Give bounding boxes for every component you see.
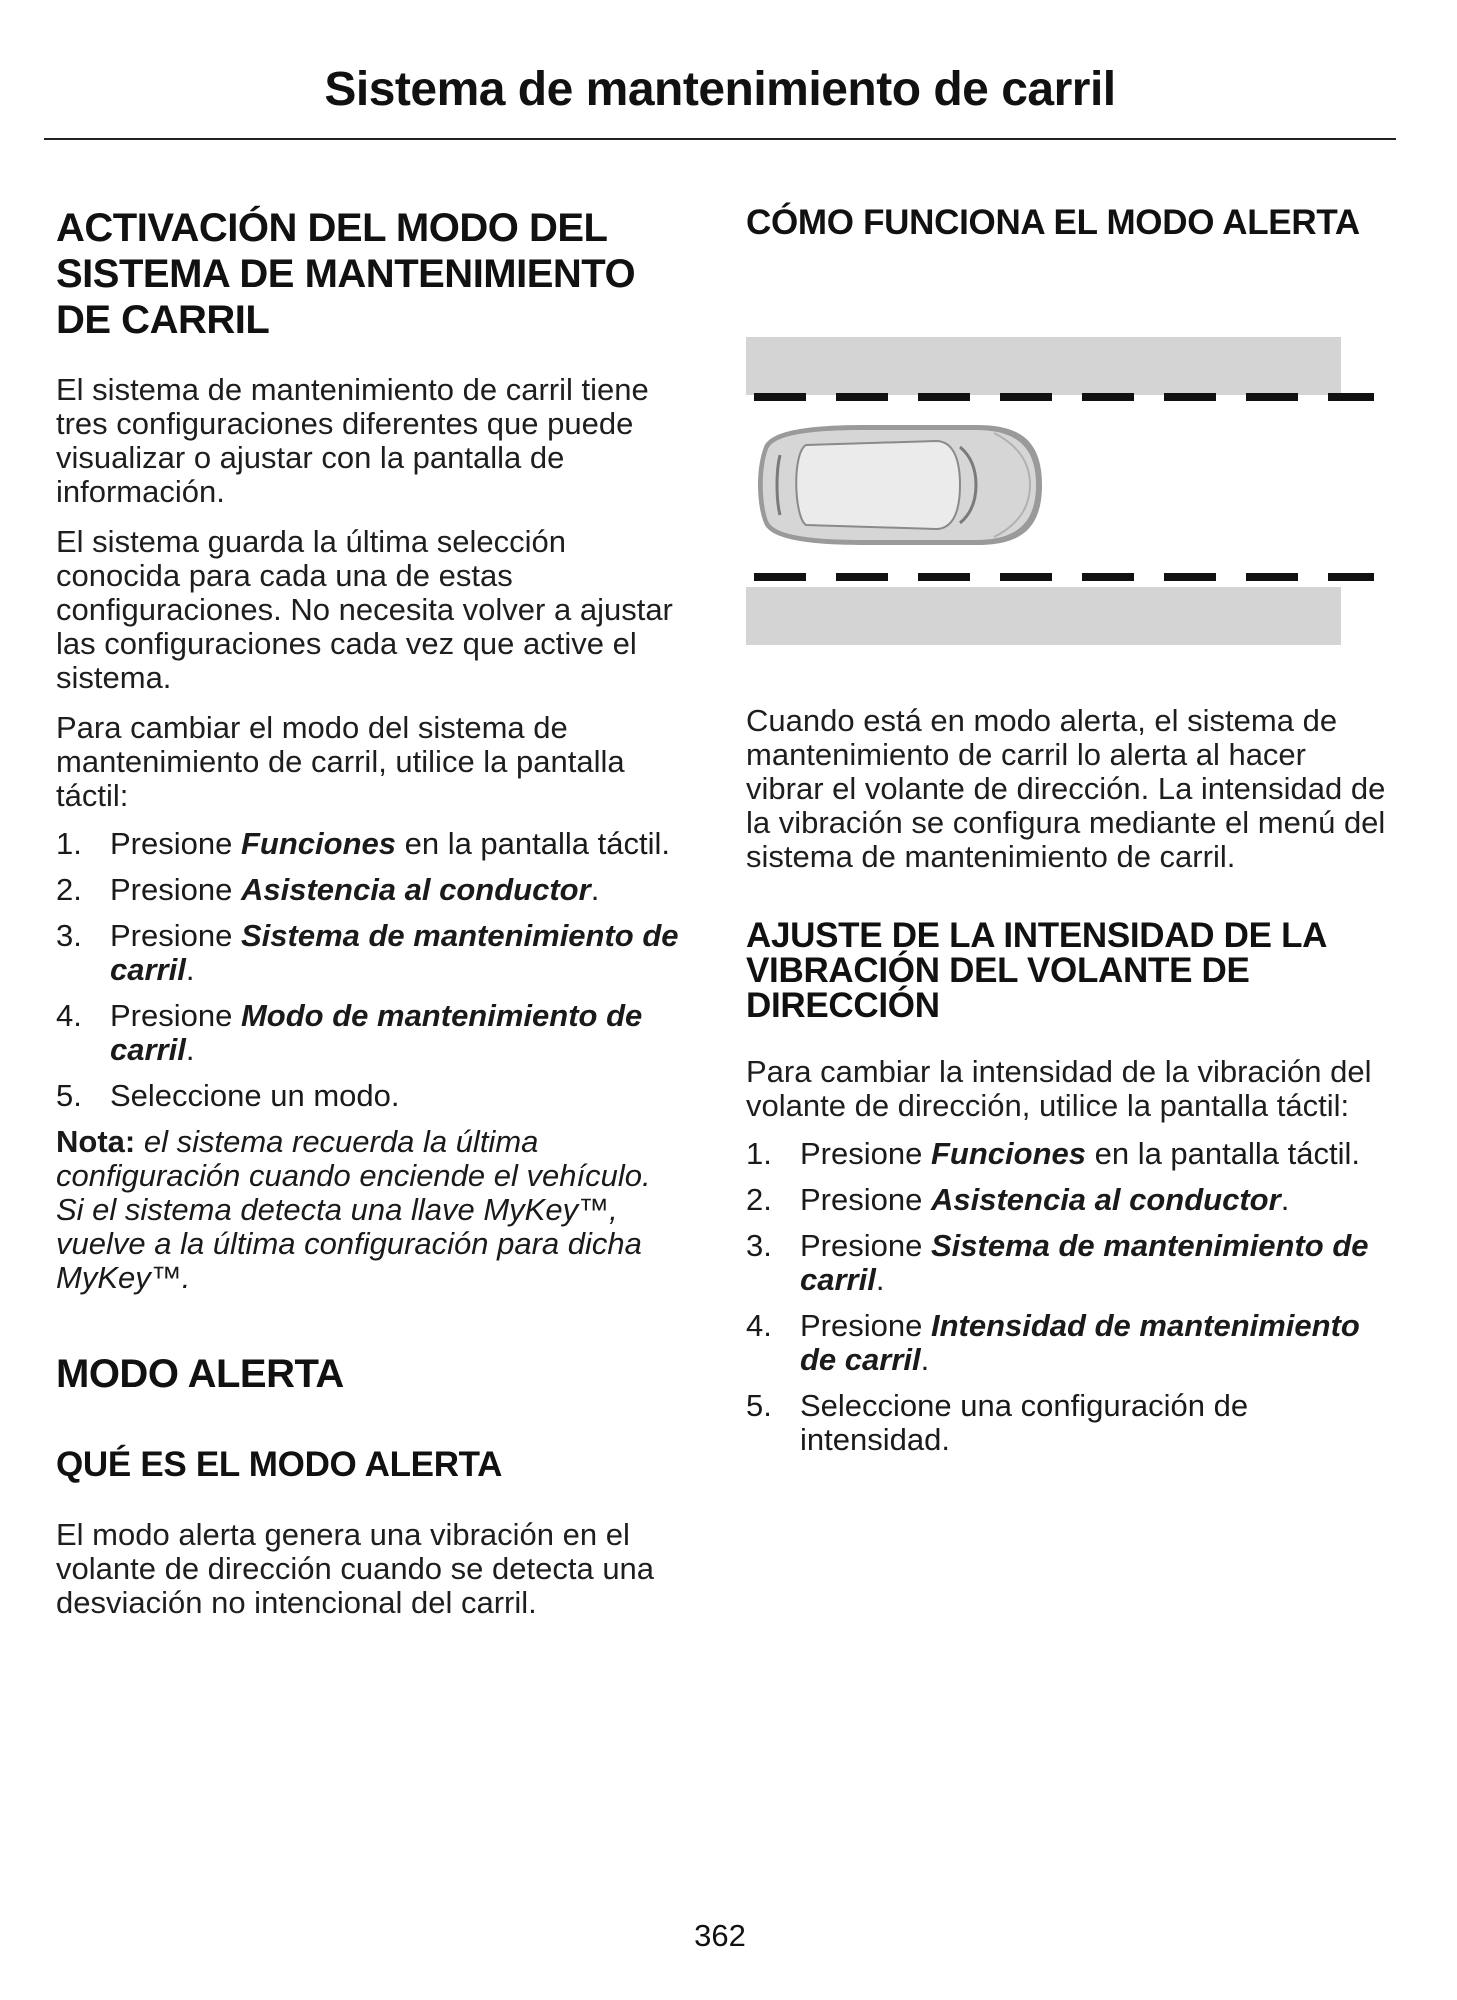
steps-list-intensity (746, 1137, 1391, 1457)
paragraph: Para cambiar la intensidad de la vibración del volante de dirección, utilice la pantalla táctil: (746, 1054, 1372, 1123)
step-item: 4. Presione Intensidad de mantenimiento de carril. (746, 1308, 1360, 1377)
section-heading-how-it-works: CÓMO FUNCIONA EL MODO ALERTA (746, 203, 1360, 242)
step-item: 1. Presione Funciones en la pantalla táctil. (746, 1136, 1360, 1171)
step-item: 2. Presione Asistencia al conductor. (56, 872, 600, 907)
car-in-lane-icon (746, 337, 1381, 647)
steps-list-mode (56, 827, 686, 1113)
step-item: 4. Presione Modo de mantenimiento de carril. (56, 998, 643, 1067)
car-in-lane-illustration (746, 337, 1381, 647)
section-heading-activation: ACTIVACIÓN DEL MODO DEL SISTEMA DE MANTENIMIENTO DE CARRIL (56, 206, 636, 342)
page-title: Sistema de mantenimiento de carril (324, 63, 1116, 116)
section-heading-intensity: AJUSTE DE LA INTENSIDAD DE LA VIBRACIÓN DEL VOLANTE DE DIRECCIÓN (746, 916, 1326, 1025)
step-item: 5. Seleccione un modo. (56, 1078, 400, 1113)
section-heading-what-is: QUÉ ES EL MODO ALERTA (56, 1445, 503, 1484)
paragraph: El sistema guarda la última selección conocida para cada una de estas configuraciones. No necesita volver a ajustar las configuraciones cada vez que active el sistema. (56, 524, 673, 695)
step-item: 2. Presione Asistencia al conductor. (746, 1182, 1290, 1217)
step-item: 1. Presione Funciones en la pantalla táctil. (56, 826, 670, 861)
note: Nota: el sistema recuerda la última configuración cuando enciende el vehículo. Si el sistema detecta una llave MyKey™, vuelve a la última configuración para dicha MyKey™. (56, 1124, 651, 1295)
section-heading-alert-mode: MODO ALERTA (56, 1352, 344, 1396)
header-divider (44, 138, 1396, 140)
step-item: 3. Presione Sistema de mantenimiento de carril. (746, 1228, 1369, 1297)
step-item: 5. Seleccione una configuración de intensidad. (746, 1388, 1249, 1457)
left-column (56, 205, 686, 1620)
paragraph: Para cambiar el modo del sistema de mantenimiento de carril, utilice la pantalla táctil: (56, 710, 625, 813)
step-item: 3. Presione Sistema de mantenimiento de carril. (56, 918, 679, 987)
paragraph: Cuando está en modo alerta, el sistema de mantenimiento de carril lo alerta al hacer vibrar el volante de dirección. La intensidad de la vibración se configura mediante el menú del sistema de mantenimiento de carril. (746, 703, 1386, 874)
right-column (746, 205, 1391, 1469)
paragraph: El sistema de mantenimiento de carril tiene tres configuraciones diferentes que puede visualizar o ajustar con la pantalla de información. (56, 372, 649, 509)
page-number: 362 (694, 1918, 746, 1953)
paragraph: El modo alerta genera una vibración en el volante de dirección cuando se detecta una desviación no intencional del carril. (56, 1517, 655, 1620)
